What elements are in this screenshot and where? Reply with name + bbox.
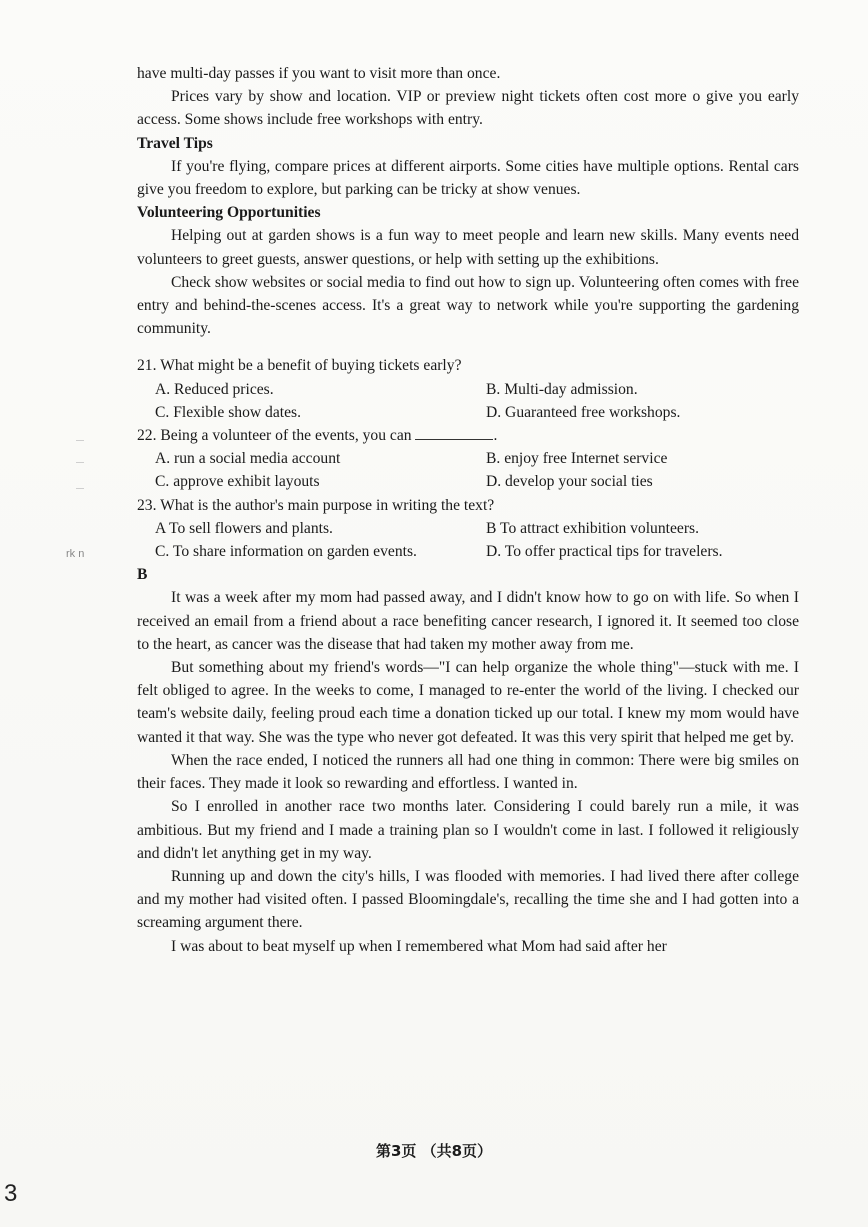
paragraph: So I enrolled in another race two months later. Considering I could barely run a mile, it was ambitious. But my friend and I made a training plan so I wouldn't come in last. I followed it religiously and didn't let anything get in my way.: [137, 798, 799, 862]
page-content: [137, 62, 799, 958]
question-stem: 23. What is the author's main purpose in writing the text?: [137, 496, 495, 514]
section-label: B: [137, 566, 148, 584]
paragraph: If you're flying, compare prices at different airports. Some cities have multiple options. Rental cars give you freedom to explore, but parking can be tricky at show venues.: [137, 157, 799, 199]
option-list: [137, 378, 799, 424]
question-21: [137, 354, 799, 424]
option-a: A To sell flowers and plants.: [155, 519, 333, 537]
section-heading: Travel Tips: [137, 134, 213, 152]
option-c: C. Flexible show dates.: [155, 403, 301, 421]
question-22: [137, 424, 799, 494]
question-stem: [137, 424, 799, 447]
question-stem-end: .: [493, 427, 498, 445]
answer-blank: [415, 425, 493, 440]
paragraph: But something about my friend's words—"I can help organize the whole thing"—stuck with me. I felt obliged to agree. In the weeks to come, I managed to re-enter the world of the living. I checked our team's website daily, feeling proud each time a donation ticked up our total. I knew my mom would have wanted it that way. She was the type who never got defeated. It was this very spirit that helped me get by.: [137, 659, 799, 746]
option-d: D. Guaranteed free workshops.: [486, 403, 681, 421]
option-b: B. enjoy free Internet service: [486, 450, 668, 468]
margin-mark: [76, 488, 84, 489]
margin-mark: [76, 462, 84, 463]
paragraph: Helping out at garden shows is a fun way to meet people and learn new skills. Many events need volunteers to greet guests, answer questions, or help with setting up the exhibitions.: [137, 227, 799, 268]
option-b: B To attract exhibition volunteers.: [486, 519, 699, 537]
paragraph: have multi-day passes if you want to visit more than once.: [137, 65, 501, 82]
option-c: C. To share information on garden events.: [155, 543, 417, 561]
paragraph: Running up and down the city's hills, I was flooded with memories. I had lived there after college and my mother had visited often. I passed Bloomingdale's, recalling the time she and I had gotten into a screaming argument there.: [137, 867, 799, 932]
option-list: [137, 447, 799, 493]
option-list: [137, 517, 799, 563]
paragraph: Prices vary by show and location. VIP or preview night tickets often cost more o give you early access. Some shows include free workshops with entry.: [137, 88, 799, 129]
question-stem: 21. What might be a benefit of buying tickets early?: [137, 357, 462, 375]
corner-page-number: 3: [4, 1180, 18, 1207]
paragraph: When the race ended, I noticed the runners all had one thing in common: There were big smiles on their faces. They made it look so rewarding and effortless. I wanted in.: [137, 751, 799, 793]
option-d: D. develop your social ties: [486, 473, 653, 491]
paragraph: I was about to beat myself up when I remembered what Mom had said after her: [171, 937, 667, 955]
margin-note: rk n: [66, 548, 85, 560]
paragraph: Check show websites or social media to find out how to sign up. Volunteering often comes with free entry and behind-the-scenes access. It's a great way to network while you're supporting the gardening community.: [137, 273, 799, 338]
option-c: C. approve exhibit layouts: [155, 473, 320, 491]
page-footer: 第3页 （共8页）: [375, 1142, 493, 1160]
question-23: [137, 494, 799, 564]
margin-mark: [76, 440, 84, 441]
paragraph: It was a week after my mom had passed away, and I didn't know how to go on with life. So when I received an email from a friend about a race benefiting cancer research, I ignored it. It seemed too close to the heart, as cancer was the disease that had taken my mother away from me.: [137, 589, 799, 653]
option-b: B. Multi-day admission.: [486, 380, 638, 398]
option-d: D. To offer practical tips for travelers.: [486, 543, 723, 561]
question-stem-text: 22. Being a volunteer of the events, you can: [137, 427, 412, 445]
option-a: A. Reduced prices.: [155, 380, 274, 398]
section-heading: Volunteering Opportunities: [137, 204, 321, 222]
option-a: A. run a social media account: [155, 450, 341, 468]
